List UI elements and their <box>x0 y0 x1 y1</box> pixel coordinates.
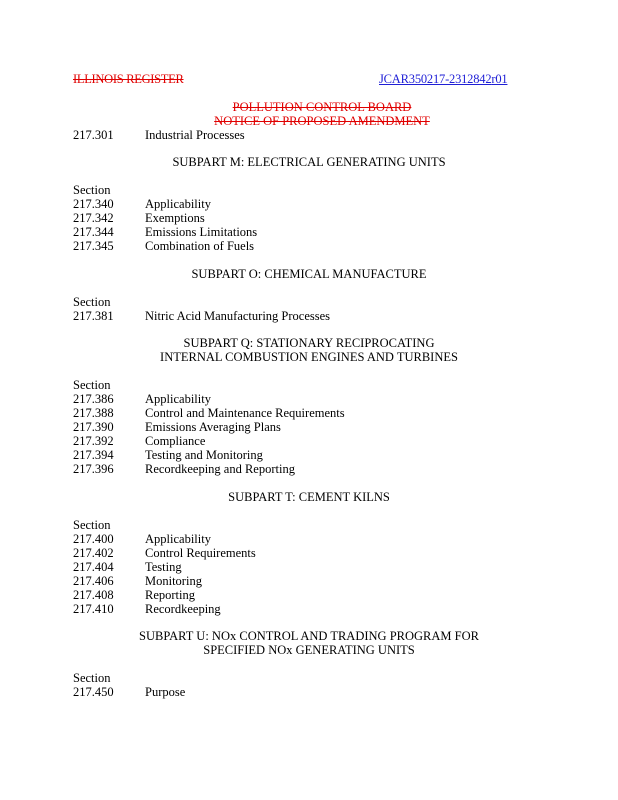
section-number: 217.408 <box>73 588 114 602</box>
subpart-heading-line: SPECIFIED NOx GENERATING UNITS <box>203 643 415 657</box>
section-label: Section <box>73 295 111 309</box>
section-row <box>73 448 263 462</box>
section-title: Applicability <box>145 197 211 211</box>
subpart-heading <box>0 336 618 364</box>
section-row <box>73 462 295 476</box>
subpart-heading-line: SUBPART Q: STATIONARY RECIPROCATING <box>183 336 435 350</box>
section-row <box>73 211 205 225</box>
subpart-heading-line: SUBPART T: CEMENT KILNS <box>228 490 390 504</box>
section-title: Nitric Acid Manufacturing Processes <box>145 309 331 323</box>
jcar-reference-suffix[interactable]: r01 <box>491 72 508 86</box>
section-label: Section <box>73 671 111 685</box>
section-title: Control Requirements <box>145 546 256 560</box>
section-title: Monitoring <box>145 574 202 588</box>
section-title: Emissions Limitations <box>145 225 258 239</box>
section-row <box>73 197 211 211</box>
section-row <box>73 588 195 602</box>
notice-title: NOTICE OF PROPOSED AMENDMENT <box>214 114 430 128</box>
section-number: 217.342 <box>73 211 114 225</box>
section-number: 217.386 <box>73 392 114 406</box>
subpart-heading-line: SUBPART O: CHEMICAL MANUFACTURE <box>191 267 427 281</box>
section-title: Exemptions <box>145 211 205 225</box>
section-number: 217.345 <box>73 239 114 253</box>
section-row <box>73 128 245 142</box>
section-number: 217.344 <box>73 225 114 239</box>
register-header: ILLINOIS REGISTER <box>73 72 184 86</box>
section-label: Section <box>73 378 111 392</box>
section-title: Reporting <box>145 588 195 602</box>
section-number: 217.396 <box>73 462 114 476</box>
section-row <box>73 309 330 323</box>
section-row <box>73 602 221 616</box>
section-title: Applicability <box>145 392 211 406</box>
section-title: Testing <box>145 560 182 574</box>
section-title: Applicability <box>145 532 211 546</box>
section-title: Emissions Averaging Plans <box>145 420 281 434</box>
section-title: Recordkeeping and Reporting <box>145 462 295 476</box>
subpart-heading <box>0 155 618 169</box>
section-number: 217.410 <box>73 602 114 616</box>
section-label: Section <box>73 518 111 532</box>
section-number: 217.406 <box>73 574 114 588</box>
subpart-heading-line: INTERNAL COMBUSTION ENGINES AND TURBINES <box>160 350 458 364</box>
section-title: Recordkeeping <box>145 602 221 616</box>
section-number: 217.388 <box>73 406 114 420</box>
section-title: Control and Maintenance Requirements <box>145 406 345 420</box>
board-title: POLLUTION CONTROL BOARD <box>232 100 412 114</box>
section-label: Section <box>73 183 111 197</box>
section-number: 217.340 <box>73 197 114 211</box>
section-title: Purpose <box>145 685 186 699</box>
jcar-reference-link[interactable] <box>379 72 507 87</box>
section-title: Combination of Fuels <box>145 239 255 253</box>
subpart-heading <box>0 629 618 657</box>
section-row <box>73 434 205 448</box>
section-title: Testing and Monitoring <box>145 448 263 462</box>
section-row <box>73 685 185 699</box>
section-title: Industrial Processes <box>145 128 245 142</box>
section-row <box>73 560 182 574</box>
section-title: Compliance <box>145 434 206 448</box>
section-row <box>73 225 257 239</box>
section-row <box>73 420 281 434</box>
section-number: 217.404 <box>73 560 114 574</box>
section-row <box>73 574 202 588</box>
jcar-reference-main[interactable]: JCAR350217-2312842 <box>379 72 492 86</box>
subpart-heading-line: SUBPART U: NOx CONTROL AND TRADING PROGRAM FOR <box>139 629 479 643</box>
section-row <box>73 239 254 253</box>
section-row <box>73 406 345 420</box>
section-row <box>73 546 256 560</box>
subpart-heading <box>0 490 618 504</box>
section-number: 217.402 <box>73 546 114 560</box>
section-number: 217.301 <box>73 128 114 142</box>
section-number: 217.394 <box>73 448 114 462</box>
subpart-heading <box>0 267 618 281</box>
section-row <box>73 532 211 546</box>
section-number: 217.381 <box>73 309 114 323</box>
section-number: 217.450 <box>73 685 114 699</box>
subpart-heading-line: SUBPART M: ELECTRICAL GENERATING UNITS <box>172 155 446 169</box>
section-row <box>73 392 211 406</box>
section-number: 217.400 <box>73 532 114 546</box>
section-number: 217.390 <box>73 420 114 434</box>
section-number: 217.392 <box>73 434 114 448</box>
